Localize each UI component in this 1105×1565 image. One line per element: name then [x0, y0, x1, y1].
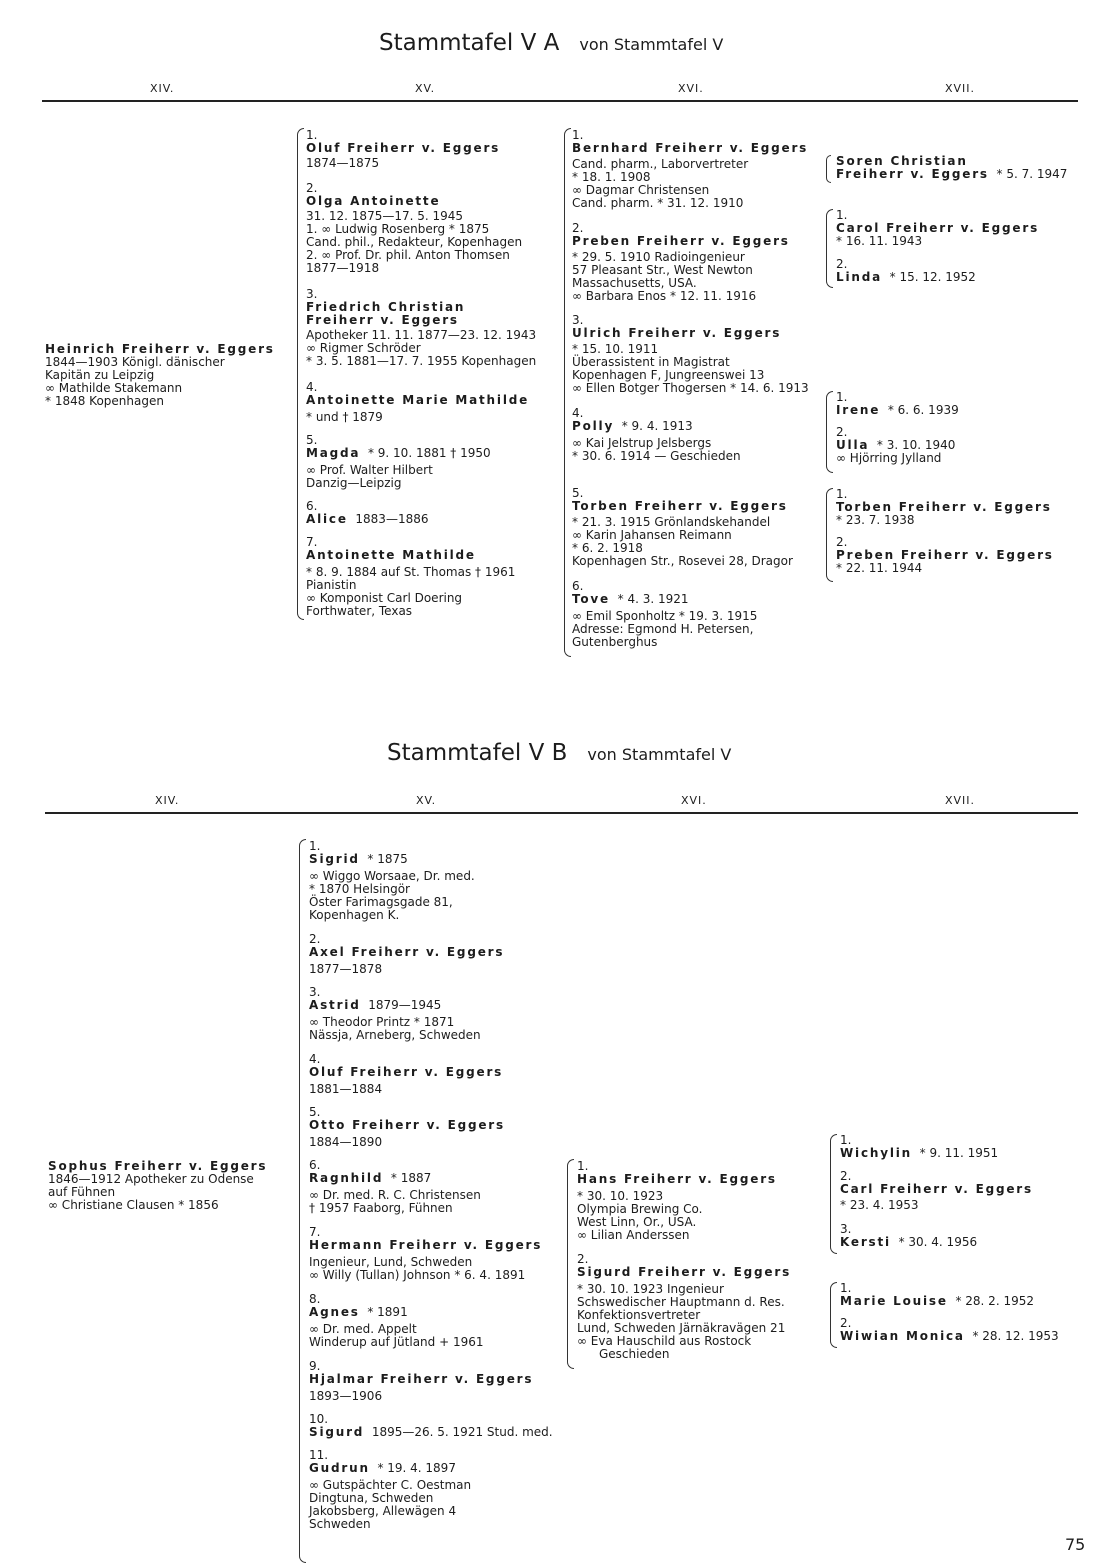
gen-header-xiv: XIV. [150, 82, 175, 95]
detail-line: Schswedischer Hauptmann d. Res. [577, 1295, 785, 1309]
detail-line: Lund, Schweden Järnäkravägen 21 [577, 1321, 786, 1335]
detail-inline: * 28. 2. 1952 [955, 1294, 1034, 1308]
detail-line: * 6. 2. 1918 [572, 541, 643, 555]
detail-line: ∞ Christiane Clausen * 1856 [48, 1198, 219, 1212]
bracket [564, 128, 571, 657]
child-entry [309, 1106, 505, 1149]
entry-number: 3. [309, 985, 321, 999]
detail-line: 1877—1918 [306, 261, 380, 275]
bracket [826, 488, 833, 582]
detail-line: ∞ Prof. Walter Hilbert [306, 463, 433, 477]
detail-line: ∞ Dr. med. Appelt [309, 1322, 417, 1336]
detail-line: Massachusetts, USA. [572, 276, 697, 290]
person-name: Torben Freiherr v. Eggers [572, 499, 788, 513]
person-name: Sophus Freiherr v. Eggers [48, 1159, 268, 1173]
entry-number: 5. [306, 433, 318, 447]
detail-line: Kopenhagen Str., Rosevei 28, Dragor [572, 554, 793, 568]
entry-number: 1. [840, 1133, 852, 1147]
page-number: 75 [1065, 1535, 1086, 1554]
bracket [826, 209, 833, 288]
detail-line: * 30. 6. 1914 — Geschieden [572, 449, 741, 463]
detail-line: ∞ Komponist Carl Doering [306, 591, 463, 605]
great-grandchild-entry [836, 391, 959, 417]
entry-number: 4. [309, 1052, 321, 1066]
detail-line: 1844—1903 Königl. dänischer [45, 355, 225, 369]
detail-line: * 23. 7. 1938 [836, 513, 915, 527]
person-name: Sigrid [309, 852, 360, 866]
child-entry [306, 381, 529, 424]
gen-header-xv: XV. [416, 794, 437, 807]
title-a: Stammtafel V A [379, 30, 560, 56]
bracket [830, 1282, 837, 1348]
header-rule-b [45, 812, 1078, 814]
detail-line: 1846—1912 Apotheker zu Odense [48, 1172, 254, 1186]
great-grandchild-entry [840, 1282, 1034, 1308]
detail-inline: * 1875 [367, 852, 408, 866]
detail-line: Nässja, Arneberg, Schweden [309, 1028, 481, 1042]
entry-number: 4. [306, 380, 318, 394]
detail-line: West Linn, Or., USA. [577, 1215, 697, 1229]
entry-number: 2. [309, 932, 321, 946]
entry-number: 3. [306, 287, 318, 301]
detail-line: Überassistent in Magistrat [572, 355, 730, 369]
detail-inline: * 1887 [390, 1171, 432, 1185]
gen-header-xvii: XVII. [945, 82, 976, 95]
detail-line: Pianistin [306, 578, 357, 592]
child-entry [309, 1360, 533, 1403]
detail-inline: * 5. 7. 1947 [996, 167, 1068, 181]
detail-inline: * 9. 10. 1881 † 1950 [367, 446, 491, 460]
entry-number: 2. [572, 221, 584, 235]
person-name: Gudrun [309, 1461, 370, 1475]
great-grandchild-entry [836, 536, 1054, 575]
gen-header-xvi: XVI. [681, 794, 707, 807]
detail-inline: * 30. 4. 1956 [898, 1235, 978, 1249]
detail-line: Cand. pharm. * 31. 12. 1910 [572, 196, 744, 210]
detail-inline: * 6. 6. 1939 [887, 403, 959, 417]
detail-line: ∞ Hjörring Jylland [836, 451, 942, 465]
detail-inline: * 15. 12. 1952 [889, 270, 976, 284]
grandchild-entry [577, 1160, 777, 1242]
grandchild-entry [572, 580, 757, 649]
person-name: Polly [572, 419, 615, 433]
entry-number: 1. [577, 1159, 589, 1173]
person-name: Antoinette Mathilde [306, 548, 476, 562]
entry-number: 2. [306, 181, 318, 195]
person-name: Carl Freiherr v. Eggers [840, 1182, 1033, 1196]
detail-line: * 8. 9. 1884 auf St. Thomas † 1961 [306, 565, 516, 579]
detail-line: ∞ Ellen Botger Thogersen * 14. 6. 1913 [572, 381, 809, 395]
entry-number: 4. [572, 406, 584, 420]
detail-line: * 22. 11. 1944 [836, 561, 923, 575]
bracket [826, 391, 833, 473]
detail-line: 57 Pleasant Str., West Newton [572, 263, 753, 277]
detail-line: ∞ Theodor Printz * 1871 [309, 1015, 455, 1029]
person-name: Heinrich Freiherr v. Eggers [45, 342, 275, 356]
detail-line: Schweden [309, 1517, 371, 1531]
entry-number: 1. [836, 208, 848, 222]
root-entry [48, 1160, 267, 1212]
detail-line: Winderup auf Jütland + 1961 [309, 1335, 484, 1349]
entry-number: 2. [836, 425, 848, 439]
entry-number: 1. [836, 390, 848, 404]
detail-line: * 23. 4. 1953 [840, 1198, 919, 1212]
person-name: Ulla [836, 438, 870, 452]
detail-line: Olympia Brewing Co. [577, 1202, 703, 1216]
detail-line: Apotheker 11. 11. 1877—23. 12. 1943 [306, 328, 537, 342]
entry-number: 3. [572, 313, 584, 327]
detail-line: ∞ Barbara Enos * 12. 11. 1916 [572, 289, 757, 303]
detail-line: * 30. 10. 1923 [577, 1189, 664, 1203]
person-name: Wiwian Monica [840, 1329, 965, 1343]
entry-number: 6. [306, 499, 318, 513]
detail-line: * und † 1879 [306, 410, 383, 424]
detail-line: * 16. 11. 1943 [836, 234, 923, 248]
entry-number: 5. [572, 486, 584, 500]
great-grandchild-entry [840, 1317, 1059, 1343]
detail-line: Forthwater, Texas [306, 604, 413, 618]
child-entry [306, 434, 491, 490]
person-name: Hjalmar Freiherr v. Eggers [309, 1372, 534, 1386]
child-entry [309, 840, 475, 922]
detail-line: Dingtuna, Schweden [309, 1491, 434, 1505]
person-name: Friedrich Christian [306, 300, 466, 314]
root-entry [45, 343, 275, 408]
detail-line: * 1848 Kopenhagen [45, 394, 164, 408]
header-rule-a [42, 100, 1078, 102]
detail-line: ∞ Eva Hauschild aus Rostock [577, 1334, 752, 1348]
entry-number: 2. [840, 1169, 852, 1183]
bracket [567, 1159, 574, 1369]
person-name: Kersti [840, 1235, 891, 1249]
person-name: Oluf Freiherr v. Eggers [309, 1065, 504, 1079]
detail-line: Öster Farimagsgade 81, [309, 895, 453, 909]
detail-line: Jakobsberg, Allewägen 4 [309, 1504, 457, 1518]
detail-line: * 3. 5. 1881—17. 7. 1955 Kopenhagen [306, 354, 537, 368]
page-title-b [387, 740, 731, 766]
detail-line: Adresse: Egmond H. Petersen, [572, 622, 754, 636]
great-grandchild-entry [836, 209, 1039, 248]
person-name: Tove [572, 592, 610, 606]
entry-number: 2. [840, 1316, 852, 1330]
entry-number: 5. [309, 1105, 321, 1119]
person-name: Soren Christian [836, 154, 968, 168]
person-name: Astrid [309, 998, 361, 1012]
entry-number: 2. [836, 257, 848, 271]
bracket [826, 155, 831, 183]
detail-line: ∞ Kai Jelstrup Jelsbergs [572, 436, 712, 450]
person-name: Carol Freiherr v. Eggers [836, 221, 1040, 235]
detail-line: ∞ Gutspächter C. Oestman [309, 1478, 472, 1492]
detail-line: ∞ Lilian Anderssen [577, 1228, 690, 1242]
page-title-a [379, 30, 723, 56]
person-name: Ragnhild [309, 1171, 384, 1185]
entry-number: 9. [309, 1359, 321, 1373]
detail-line: Kapitän zu Leipzig [45, 368, 155, 382]
grandchild-entry [572, 314, 809, 395]
entry-number: 6. [309, 1158, 321, 1172]
detail-line: Konfektionsvertreter [577, 1308, 701, 1322]
bracket [830, 1134, 837, 1254]
entry-number: 1. [836, 487, 848, 501]
grandchild-entry [572, 129, 808, 210]
person-name: Ulrich Freiherr v. Eggers [572, 326, 782, 340]
detail-line: Gutenberghus [572, 635, 658, 649]
gen-header-xiv: XIV. [155, 794, 180, 807]
grandchild-entry [572, 222, 790, 303]
detail-line: ∞ Rigmer Schröder [306, 341, 421, 355]
title-b: Stammtafel V B [387, 740, 568, 766]
entry-number: 8. [309, 1292, 321, 1306]
person-name: Hans Freiherr v. Eggers [577, 1172, 777, 1186]
person-name: Sigurd [309, 1425, 365, 1439]
entry-number: 1. [306, 128, 318, 142]
detail-inline: 1883—1886 [355, 512, 429, 526]
person-name: Magda [306, 446, 361, 460]
detail-line: † 1957 Faaborg, Fühnen [309, 1201, 453, 1215]
person-name: Hermann Freiherr v. Eggers [309, 1238, 543, 1252]
detail-line: ∞ Dagmar Christensen [572, 183, 710, 197]
gen-header-xvi: XVI. [678, 82, 704, 95]
detail-line: * 30. 10. 1923 Ingenieur [577, 1282, 724, 1296]
detail-line: Kopenhagen F, Jungreenswei 13 [572, 368, 765, 382]
person-name: Linda [836, 270, 882, 284]
detail-line: 1893—1906 [309, 1389, 383, 1403]
detail-line: 1. ∞ Ludwig Rosenberg * 1875 [306, 222, 490, 236]
person-name: Marie Louise [840, 1294, 948, 1308]
person-name: Axel Freiherr v. Eggers [309, 945, 505, 959]
detail-line: ∞ Willy (Tullan) Johnson * 6. 4. 1891 [309, 1268, 526, 1282]
detail-line: * 21. 3. 1915 Grönlandskehandel [572, 515, 771, 529]
person-name: Antoinette Marie Mathilde [306, 393, 530, 407]
detail-inline: 1879—1945 [368, 998, 442, 1012]
detail-line: Cand. pharm., Laborvertreter [572, 157, 749, 171]
bracket [299, 839, 306, 1563]
person-name: Torben Freiherr v. Eggers [836, 500, 1052, 514]
person-name: Wichylin [840, 1146, 912, 1160]
detail-line: ∞ Mathilde Stakemann [45, 381, 183, 395]
detail-line: * 1870 Helsingör [309, 882, 410, 896]
child-entry [306, 500, 428, 526]
detail-line: 31. 12. 1875—17. 5. 1945 [306, 209, 464, 223]
detail-line: 1884—1890 [309, 1135, 383, 1149]
entry-number: 7. [309, 1225, 321, 1239]
detail-line: ∞ Dr. med. R. C. Christensen [309, 1188, 481, 1202]
child-entry [309, 1159, 481, 1215]
detail-line: 1874—1875 [306, 156, 380, 170]
child-entry [306, 288, 536, 368]
child-entry [309, 1293, 484, 1349]
detail-line: 2. ∞ Prof. Dr. phil. Anton Thomsen [306, 248, 510, 262]
child-entry [309, 986, 481, 1042]
detail-line: 1877—1878 [309, 962, 383, 976]
person-name: Agnes [309, 1305, 360, 1319]
great-grandchild-entry [840, 1170, 1033, 1212]
entry-number: 11. [309, 1448, 329, 1462]
bracket [297, 128, 304, 620]
person-name: Preben Freiherr v. Eggers [572, 234, 790, 248]
child-entry [309, 1226, 542, 1282]
person-name-cont: Freiherr v. Eggers [306, 313, 459, 327]
detail-inline: * 1891 [367, 1305, 408, 1319]
detail-inline: * 4. 3. 1921 [617, 592, 689, 606]
detail-line: Danzig—Leipzig [306, 476, 402, 490]
great-grandchild-entry [840, 1223, 977, 1249]
great-grandchild-entry [836, 426, 955, 465]
child-entry [306, 129, 500, 170]
person-name: Bernhard Freiherr v. Eggers [572, 141, 809, 155]
detail-inline: * 9. 11. 1951 [919, 1146, 999, 1160]
entry-number: 2. [577, 1252, 589, 1266]
entry-number: 10. [309, 1412, 329, 1426]
detail-line: * 29. 5. 1910 Radioingenieur [572, 250, 745, 264]
person-name: Olga Antoinette [306, 194, 441, 208]
grandchild-entry [572, 487, 793, 568]
detail-inline: * 19. 4. 1897 [377, 1461, 456, 1475]
child-entry [306, 536, 515, 618]
detail-line: Cand. phil., Redakteur, Kopenhagen [306, 235, 523, 249]
entry-number: 7. [306, 535, 318, 549]
detail-line: Geschieden [599, 1347, 670, 1361]
person-name: Sigurd Freiherr v. Eggers [577, 1265, 792, 1279]
detail-inline: * 3. 10. 1940 [876, 438, 956, 452]
detail-line: * 18. 1. 1908 [572, 170, 651, 184]
great-grandchild-entry [836, 258, 976, 284]
child-entry [306, 182, 522, 275]
detail-inline: * 9. 4. 1913 [621, 419, 693, 433]
detail-line: Ingenieur, Lund, Schweden [309, 1255, 473, 1269]
detail-line: 1881—1884 [309, 1082, 383, 1096]
entry-number: 1. [840, 1281, 852, 1295]
detail-line: ∞ Wiggo Worsaae, Dr. med. [309, 869, 475, 883]
entry-number: 6. [572, 579, 584, 593]
subtitle-a: von Stammtafel V [579, 35, 724, 54]
gen-header-xv: XV. [415, 82, 436, 95]
great-grandchild-entry [840, 1134, 998, 1160]
person-name: Irene [836, 403, 881, 417]
detail-line: ∞ Karin Jahansen Reimann [572, 528, 732, 542]
entry-number: 1. [572, 128, 584, 142]
person-name: Preben Freiherr v. Eggers [836, 548, 1054, 562]
entry-number: 3. [840, 1222, 852, 1236]
person-name: Oluf Freiherr v. Eggers [306, 141, 501, 155]
person-name: Alice [306, 512, 348, 526]
detail-inline: 1895—26. 5. 1921 Stud. med. [371, 1425, 553, 1439]
person-name: Otto Freiherr v. Eggers [309, 1118, 505, 1132]
entry-number: 1. [309, 839, 321, 853]
subtitle-b: von Stammtafel V [587, 745, 732, 764]
grandchild-entry [577, 1253, 791, 1361]
detail-line: Kopenhagen K. [309, 908, 400, 922]
detail-inline: * 28. 12. 1953 [972, 1329, 1059, 1343]
entry-number: 2. [836, 535, 848, 549]
detail-line: ∞ Emil Sponholtz * 19. 3. 1915 [572, 609, 758, 623]
child-entry [309, 933, 504, 976]
gen-header-xvii: XVII. [945, 794, 976, 807]
great-grandchild-entry [836, 155, 1067, 181]
person-name-cont: Freiherr v. Eggers [836, 167, 989, 181]
child-entry [309, 1053, 503, 1096]
great-grandchild-entry [836, 488, 1052, 527]
detail-line: auf Fühnen [48, 1185, 116, 1199]
child-entry [309, 1413, 553, 1439]
grandchild-entry [572, 407, 741, 463]
detail-line: * 15. 10. 1911 [572, 342, 659, 356]
child-entry [309, 1449, 471, 1531]
